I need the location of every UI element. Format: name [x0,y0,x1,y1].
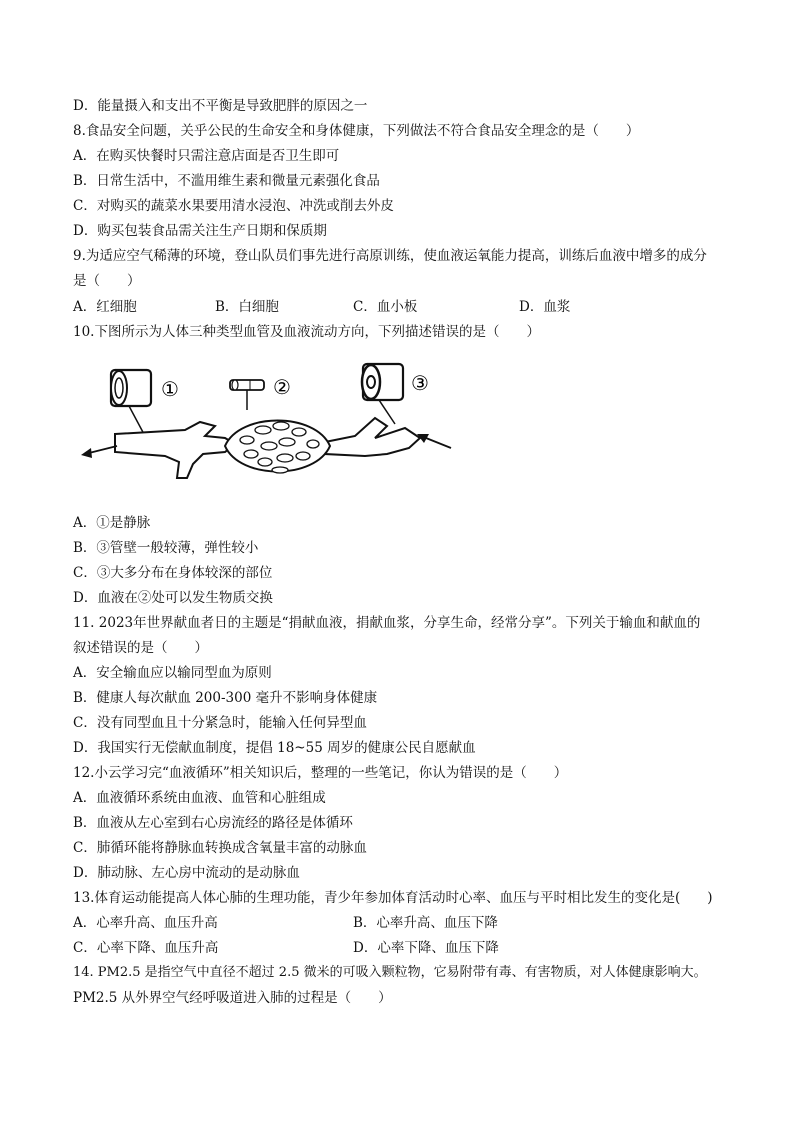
q10-option-b: B．③管壁一般较薄，弹性较小 [73,540,259,556]
q8-option-b: B．日常生活中，不滥用维生素和微量元素强化食品 [73,173,380,189]
q13-option-a: A．心率升高、血压升高 [73,915,218,931]
q11-option-d: D．我国实行无偿献血制度，提倡 18~55 周岁的健康公民自愿献血 [73,740,476,756]
vessel-1-cross-section [111,370,151,406]
q10-option-d: D．血液在②处可以发生物质交换 [73,590,273,606]
q14-stem: 14. PM2.5 是指空气中直径不超过 2.5 微米的可吸入颗粒物，它易附带有毒、有害物质，对人体健康影响大。 [73,965,707,980]
q12-option-b: B．血液从左心室到右心房流经的路径是体循环 [73,815,353,831]
q9-stem-end: 是（ ） [73,273,141,289]
vessel-3-cross-section [362,364,403,400]
q10-stem: 10.下图所示为人体三种类型血管及血液流动方向，下列描述错误的是（ ） [73,324,540,340]
q13-option-d: D．心率下降、血压下降 [353,940,499,956]
q8-option-c: C．对购买的蔬菜水果要用清水浸泡、冲洗或削去外皮 [73,198,394,214]
q12-option-a: A．血液循环系统由血液、血管和心脏组成 [73,790,326,806]
blood-vessel-figure [75,352,475,502]
q11-option-c: C．没有同型血且十分紧急时，能输入任何异型血 [73,715,367,731]
q13-option-c: C．心率下降、血压升高 [73,940,219,956]
q9-option-c: C．血小板 [353,299,418,315]
label-1: ① [161,377,179,401]
q9-stem: 9.为适应空气稀薄的环境，登山队员们事先进行高原训练，使血液运氧能力提高，训练后血液中增多的成分 [73,248,707,264]
q8-option-d: D．购买包装食品需关注生产日期和保质期 [73,223,327,239]
q8-stem: 8.食品安全问题，关乎公民的生命安全和身体健康，下列做法不符合食品安全理念的是（ ） [73,123,640,139]
q14-stem-end: PM2.5 从外界空气经呼吸道进入肺的过程是（ ） [73,990,392,1006]
q11-option-b: B．健康人每次献血 200-300 毫升不影响身体健康 [73,690,378,706]
q12-option-c: C．肺循环能将静脉血转换成含氧量丰富的动脉血 [73,840,367,856]
q12-option-d: D．肺动脉、左心房中流动的是动脉血 [73,865,300,881]
q9-option-a: A．红细胞 [73,299,137,315]
q7-option-d: D．能量摄入和支出不平衡是导致肥胖的原因之一 [73,98,368,114]
q9-option-b: B．白细胞 [215,299,279,315]
q11-stem-end: 叙述错误的是（ ） [73,640,208,656]
q10-option-a: A．①是静脉 [73,515,151,531]
q12-stem: 12.小云学习完“血液循环”相关知识后，整理的一些笔记，你认为错误的是（ ） [73,765,568,781]
flow-arrow-left [81,446,117,458]
vessel-2-cross-section [230,380,264,390]
q8-option-a: A．在购买快餐时只需注意店面是否卫生即可 [73,148,340,164]
label-3: ③ [411,371,429,395]
label-2: ② [273,375,291,399]
flow-arrow-right [417,434,451,448]
q10-option-c: C．③大多分布在身体较深的部位 [73,565,273,581]
q11-option-a: A．安全输血应以输同型血为原则 [73,665,272,681]
q13-stem: 13.体育运动能提高人体心肺的生理功能，青少年参加体育活动时心率、血压与平时相比发生的变化是( ) [73,890,713,906]
q11-stem: 11. 2023年世界献血者日的主题是“捐献血液，捐献血浆，分享生命，经常分享”。下列关于输血和献血的 [73,615,701,631]
q9-option-d: D．血浆 [519,299,571,315]
q13-option-b: B．心率升高、血压下降 [353,915,498,931]
